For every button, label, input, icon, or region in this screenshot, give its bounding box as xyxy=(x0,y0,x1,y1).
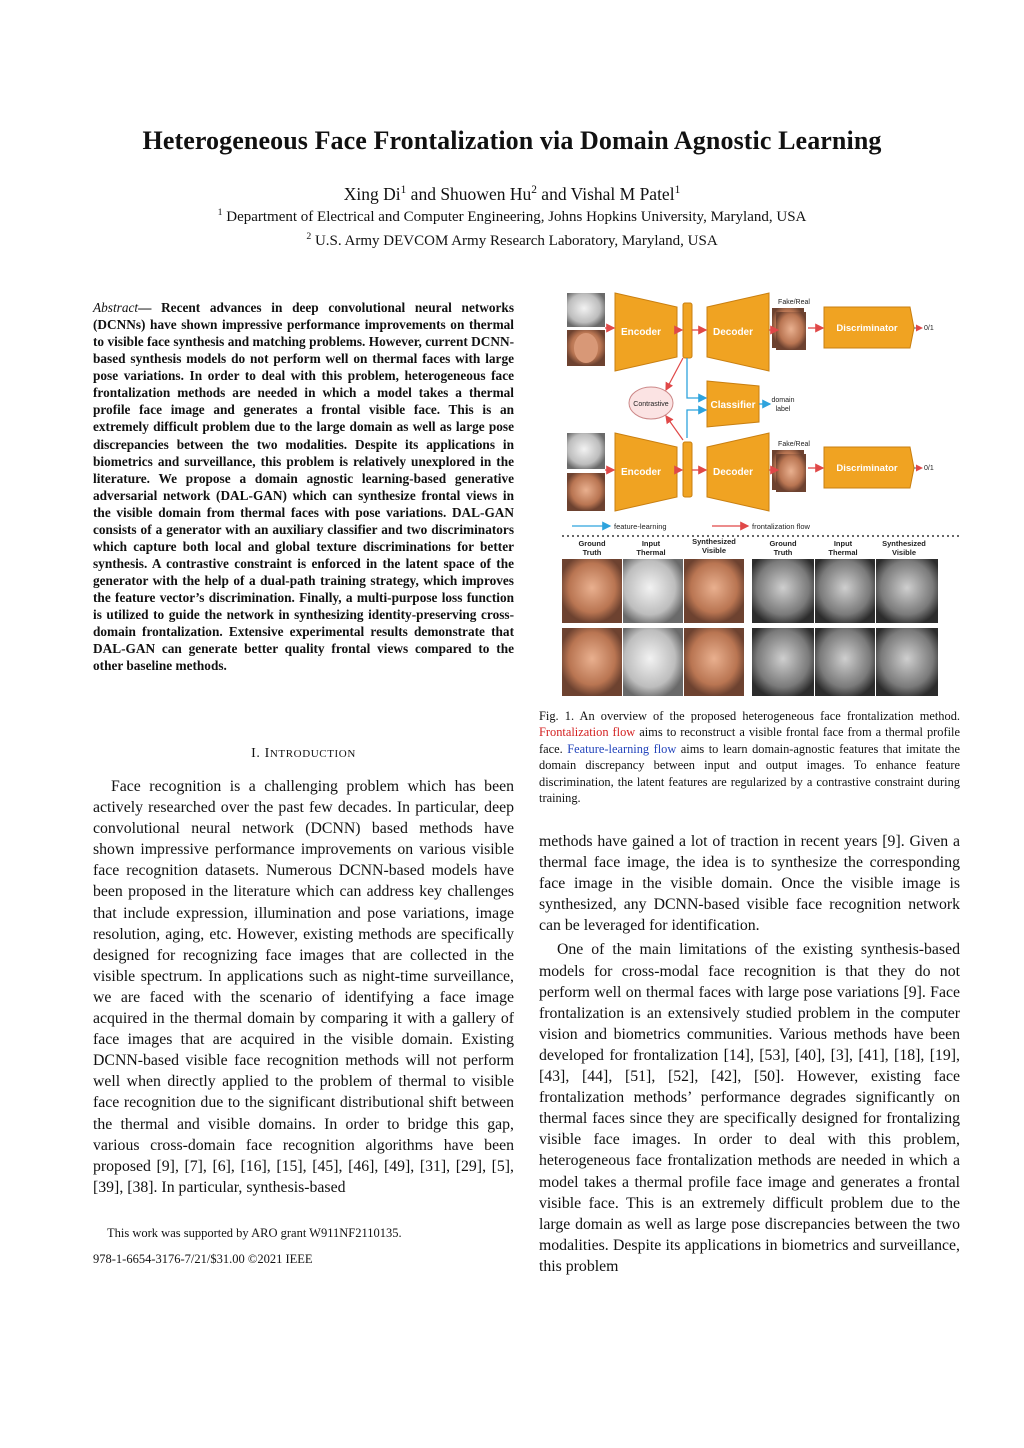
affiliation-text: Department of Electrical and Computer Engineering, Johns Hopkins University, Maryland, USA xyxy=(222,209,807,225)
result-ground-truth xyxy=(752,628,814,696)
result-synthesized xyxy=(684,628,744,696)
face-shape xyxy=(574,333,598,363)
author-list xyxy=(0,184,1024,205)
output-label: 0/1 xyxy=(924,465,934,472)
caption-frontalization-flow: Frontalization flow xyxy=(539,725,636,740)
fake-real-label: Fake/Real xyxy=(778,299,810,306)
thermal-input-image xyxy=(567,433,605,469)
footnote-copyright: 978-1-6654-3176-7/21/$31.00 ©2021 IEEE xyxy=(93,1252,313,1266)
thermal-input-image xyxy=(567,293,605,327)
col-header-input: Input xyxy=(833,539,853,548)
result-ground-truth xyxy=(562,628,622,696)
col-header-ground-2: Truth xyxy=(582,548,602,557)
red-arrow xyxy=(666,416,683,440)
blue-arrow xyxy=(687,410,706,438)
paragraph: methods have gained a lot of traction in recent years [9]. Given a thermal face image, the idea is to synthesize the corresponding face image in the visible domain. Once the visible image is synthesized, any DCNN-based visible face recognition network can be leveraged for identification. xyxy=(539,833,960,935)
affiliation-mark: 1 xyxy=(217,207,223,218)
body-left-column xyxy=(93,776,514,1201)
footnote-support: This work was supported by ARO grant W911NF2110135. xyxy=(107,1226,402,1240)
abstract xyxy=(93,299,514,674)
col-header-input-2: Thermal xyxy=(828,548,858,557)
domain-label-line1: domain xyxy=(771,397,795,404)
section-heading xyxy=(93,746,514,762)
encoder-label: Encoder xyxy=(620,327,662,338)
visible-target-image xyxy=(567,473,605,511)
fake-real-label: Fake/Real xyxy=(778,441,810,448)
legend-frontal-label: frontalization flow xyxy=(752,522,810,531)
discriminator-label: Discriminator xyxy=(836,463,898,474)
section-title-rest: NTRODUCTION xyxy=(269,748,356,760)
domain-label-line2: label xyxy=(775,406,791,413)
result-input-thermal xyxy=(815,628,875,696)
affiliation-mark: 2 xyxy=(306,231,312,242)
result-input-thermal xyxy=(815,559,875,623)
col-header-input-2: Thermal xyxy=(636,548,666,557)
col-header-synth: Synthesized xyxy=(692,537,736,546)
author-separator: and xyxy=(406,184,441,204)
section-number: I. xyxy=(251,746,265,761)
author-name: Vishal M Patel xyxy=(570,184,675,204)
real-face-image xyxy=(776,454,806,492)
real-face-image xyxy=(776,312,806,350)
caption-feature-flow: Feature-learning flow xyxy=(567,741,677,756)
red-arrow xyxy=(666,358,683,390)
affiliation-2 xyxy=(0,233,1024,250)
paragraph: One of the main limitations of the existing synthesis-based models for cross-modal face recognition is that they do not perform well on thermal faces with large pose variations [9]. Face frontalization is an extensively studied problem in the computer vision and biometrics communities. Various methods have been developed for frontalization [14], [53], [40], [3], [41], [18], [19], [43], [44], [51], [52], [42], [50]. However, existing face frontalization methods’ performance degrades significantly on thermal faces since they are specifically designed for frontalizing visible face images. In order to deal with this problem, heterogeneous face frontalization methods are needed in which a model takes a thermal profile face image and generates a frontal visible face. This is an extremely difficult problem due to the large domain as well as large pose discrepancies between the two modalities. Despite its applications in biometrics and surveillance, this problem xyxy=(539,941,960,1275)
latent-block xyxy=(683,442,692,497)
classifier-label: Classifier xyxy=(710,400,756,411)
caption-middle: aims to reconstruct a visible frontal face from a thermal profile face. xyxy=(539,725,960,756)
abstract-text: Recent advances in deep convolutional neural networks (DCNNs) have shown impressive performance improvements on thermal to visible face synthesis and matching problems. However, current DCNN-based synthesis models do not perform well on thermal faces with large pose variations. In order to deal with this problem, heterogeneous face frontalization methods are needed in which a model takes a thermal profile face image and generates a frontal visible face. This is an extremely difficult problem due to the large domain as well as large pose discrepancies between the two modalities. Despite its applications in biometrics and surveillance, this problem is relatively unexplored in the literature. We propose a domain agnostic learning-based generative adversarial network (DAL-GAN) which can synthesize frontal views in the visible domain from thermal faces with pose variations. DAL-GAN consists of a generator with an auxiliary classifier and two discriminators which capture both local and global texture discriminations for better synthesis. A contrastive constraint is enforced in the latent space of the generator with the help of a dual-path training strategy, which improves the feature vector’s discrimination. Finally, a multi-purpose loss function is utilized to guide the network in synthesizing identity-preserving cross-domain frontalization. Extensive experimental results demonstrate that DAL-GAN can generate better quality frontal views compared to the other baseline methods. xyxy=(93,300,514,674)
col-header-synth-2: Visible xyxy=(891,548,917,557)
figure-caption xyxy=(539,708,960,806)
result-synthesized xyxy=(684,559,744,623)
decoder-label: Decoder xyxy=(712,467,754,478)
author-name: Shuowen Hu xyxy=(440,184,532,204)
abstract-label: Abstract xyxy=(93,300,139,315)
result-ground-truth xyxy=(562,559,622,623)
col-header-input: Input xyxy=(641,539,661,548)
col-header-ground: Ground xyxy=(578,539,606,548)
decoder-label: Decoder xyxy=(712,327,754,338)
author-separator: and xyxy=(536,184,571,204)
body-right-column xyxy=(539,831,960,1280)
discriminator-label: Discriminator xyxy=(836,323,898,334)
author-name: Xing Di xyxy=(343,184,401,204)
result-ground-truth xyxy=(752,559,814,623)
output-label: 0/1 xyxy=(924,325,934,332)
affiliation-text: U.S. Army DEVCOM Army Research Laboratory, Maryland, USA xyxy=(311,233,718,249)
caption-prefix: Fig. 1. An overview of the proposed heterogeneous face frontalization method. xyxy=(539,709,960,723)
blue-arrow xyxy=(687,358,706,398)
result-synthesized xyxy=(876,559,938,623)
affiliation-1 xyxy=(0,209,1024,226)
author-affil-mark: 1 xyxy=(674,184,681,197)
col-header-ground-2: Truth xyxy=(773,548,793,557)
abstract-dash: — xyxy=(138,300,162,315)
col-header-synth: Synthesized xyxy=(882,539,926,548)
paper-title: Heterogeneous Face Frontalization via Domain Agnostic Learning xyxy=(142,126,882,155)
encoder-label: Encoder xyxy=(620,467,662,478)
col-header-ground: Ground xyxy=(769,539,797,548)
col-header-synth-2: Visible xyxy=(701,546,727,555)
legend-feature-label: feature-learning xyxy=(614,522,667,531)
paragraph: Face recognition is a challenging problem which has been actively researched over the past few decades. In particular, deep convolutional neural network (DCNN) based methods have shown impressive performance improvements on various visible face recognition datasets. Numerous DCNN-based models have been proposed in the literature which can address key challenges that include expression, illumination and pose variations, image resolution, aging, etc. However, existing methods are specifically designed for recognizing face images that are collected in the visible spectrum. In applications such as night-time surveillance, we are faced with the scenario of identifying a face image acquired in the thermal domain by comparing it with a gallery of face images that are acquired in the visible domain. Existing DCNN-based visible face recognition methods will not perform well when directly applied to the problem of thermal to visible face recognition due to the significant distributional shift between the thermal and visible domains. In order to bridge this gap, various cross-domain face recognition algorithms have been proposed [9], [7], [6], [16], [15], [45], [46], [49], [31], [29], [5], [39], [38]. In particular, synthesis-based xyxy=(93,778,514,1196)
figure-1 xyxy=(562,290,962,702)
section-title-initial: I xyxy=(264,746,270,761)
result-input-thermal xyxy=(623,628,683,696)
author-affil-mark: 1 xyxy=(400,184,407,197)
latent-block xyxy=(683,303,692,358)
result-input-thermal xyxy=(623,559,683,623)
author-affil-mark: 2 xyxy=(531,184,537,197)
result-synthesized xyxy=(876,628,938,696)
caption-rest: aims to learn domain-agnostic features that imitate the domain discrepancy between input and output images. To enhance feature discrimination, the latent features are regularized by a contrastive constraint during training. xyxy=(539,741,960,806)
contrastive-label: Contrastive xyxy=(633,401,669,408)
